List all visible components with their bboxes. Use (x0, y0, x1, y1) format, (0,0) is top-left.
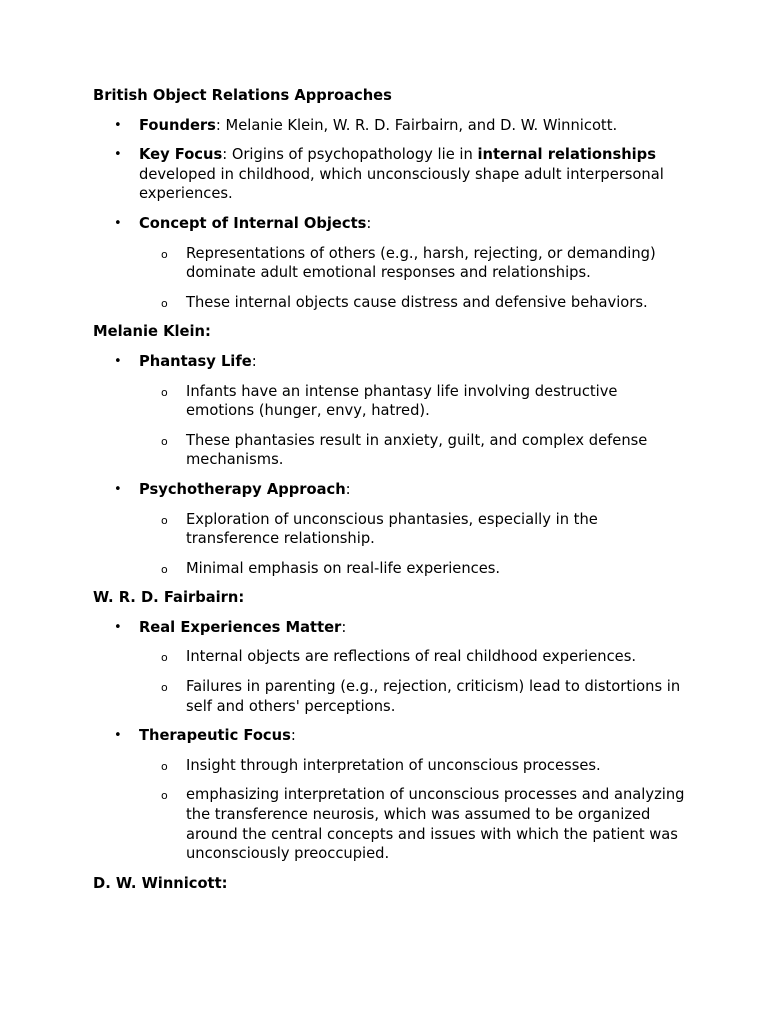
list-item-real-experiences (93, 618, 688, 638)
sub-list-text: Exploration of unconscious phantasies, especially in the transference relationship. (186, 510, 598, 548)
sub-list-item (93, 677, 688, 716)
circle-bullet-icon: o (161, 651, 168, 665)
therapeutic-focus-label: Therapeutic Focus (139, 727, 291, 745)
bullet-icon: • (114, 619, 122, 635)
circle-bullet-icon: o (161, 759, 168, 773)
sub-list-item (93, 785, 688, 863)
key-focus-label: Key Focus (139, 146, 223, 164)
document-title: British Object Relations Approaches (93, 87, 392, 104)
circle-bullet-icon: o (161, 562, 168, 576)
founders-label: Founders (139, 116, 216, 134)
sub-list-text: Infants have an intense phantasy life involving destructive emotions (hunger, envy, hatred). (186, 382, 618, 420)
colon: : (290, 727, 296, 745)
circle-bullet-icon: o (161, 789, 168, 803)
bullet-icon: • (114, 117, 122, 133)
phantasy-life-label: Phantasy Life (139, 352, 252, 370)
list-item-psychotherapy-approach (93, 480, 688, 500)
circle-bullet-icon: o (161, 247, 168, 261)
list-item-phantasy-life (93, 352, 688, 372)
colon: : (341, 618, 347, 636)
sub-list-item (93, 756, 688, 776)
colon: : (251, 352, 257, 370)
sub-list-item (93, 244, 688, 283)
list-item-key-focus (93, 145, 688, 204)
internal-objects-label: Concept of Internal Objects (139, 214, 367, 232)
key-focus-text-end: developed in childhood, which unconsciously shape adult interpersonal experiences. (139, 165, 664, 203)
list-item-founders (93, 116, 688, 136)
circle-bullet-icon: o (161, 513, 168, 527)
key-focus-text: : Origins of psychopathology lie in (222, 146, 478, 164)
sub-list-item (93, 559, 688, 579)
sub-list-item (93, 382, 688, 421)
sub-list-text: Internal objects are reflections of real childhood experiences. (186, 648, 637, 666)
section-heading-fairbairn: W. R. D. Fairbairn: (93, 589, 245, 607)
sub-list-item (93, 431, 688, 470)
sub-list-text: emphasizing interpretation of unconscious processes and analyzing the transference neurosis, which was assumed to be organized around the central concepts and issues with which the patient was unconsciously preoccupied. (186, 786, 685, 863)
circle-bullet-icon: o (161, 296, 168, 310)
bullet-icon: • (114, 353, 122, 369)
list-item-therapeutic-focus (93, 726, 688, 746)
circle-bullet-icon: o (161, 434, 168, 448)
list-item-internal-objects (93, 214, 688, 234)
key-focus-emphasis: internal relationships (477, 146, 656, 164)
sub-list-item (93, 510, 688, 549)
sub-list-text: These internal objects cause distress and defensive behaviors. (186, 293, 648, 311)
psychotherapy-approach-label: Psychotherapy Approach (139, 480, 346, 498)
sub-list-text: Minimal emphasis on real-life experiences. (186, 559, 501, 577)
sub-list-text: These phantasies result in anxiety, guilt, and complex defense mechanisms. (186, 431, 648, 469)
real-experiences-label: Real Experiences Matter (139, 618, 342, 636)
bullet-icon: • (114, 215, 122, 231)
circle-bullet-icon: o (161, 385, 168, 399)
sub-list-text: Failures in parenting (e.g., rejection, criticism) lead to distortions in self and others' perceptions. (186, 678, 681, 715)
sub-list-item (93, 293, 688, 313)
bullet-icon: • (114, 481, 122, 497)
document-page (93, 86, 688, 903)
bullet-icon: • (114, 728, 122, 744)
section-heading-klein: Melanie Klein: (93, 323, 211, 341)
sub-list-item (93, 647, 688, 667)
sub-list-text: Representations of others (e.g., harsh, rejecting, or demanding) dominate adult emotional responses and relationships. (186, 244, 656, 282)
circle-bullet-icon: o (161, 681, 168, 695)
sub-list-text: Insight through interpretation of unconscious processes. (186, 756, 601, 774)
section-heading-winnicott: D. W. Winnicott: (93, 874, 228, 892)
bullet-icon: • (114, 147, 122, 163)
colon: : (366, 214, 372, 232)
founders-text: : Melanie Klein, W. R. D. Fairbairn, and D. W. Winnicott. (215, 116, 618, 134)
colon: : (345, 480, 351, 498)
